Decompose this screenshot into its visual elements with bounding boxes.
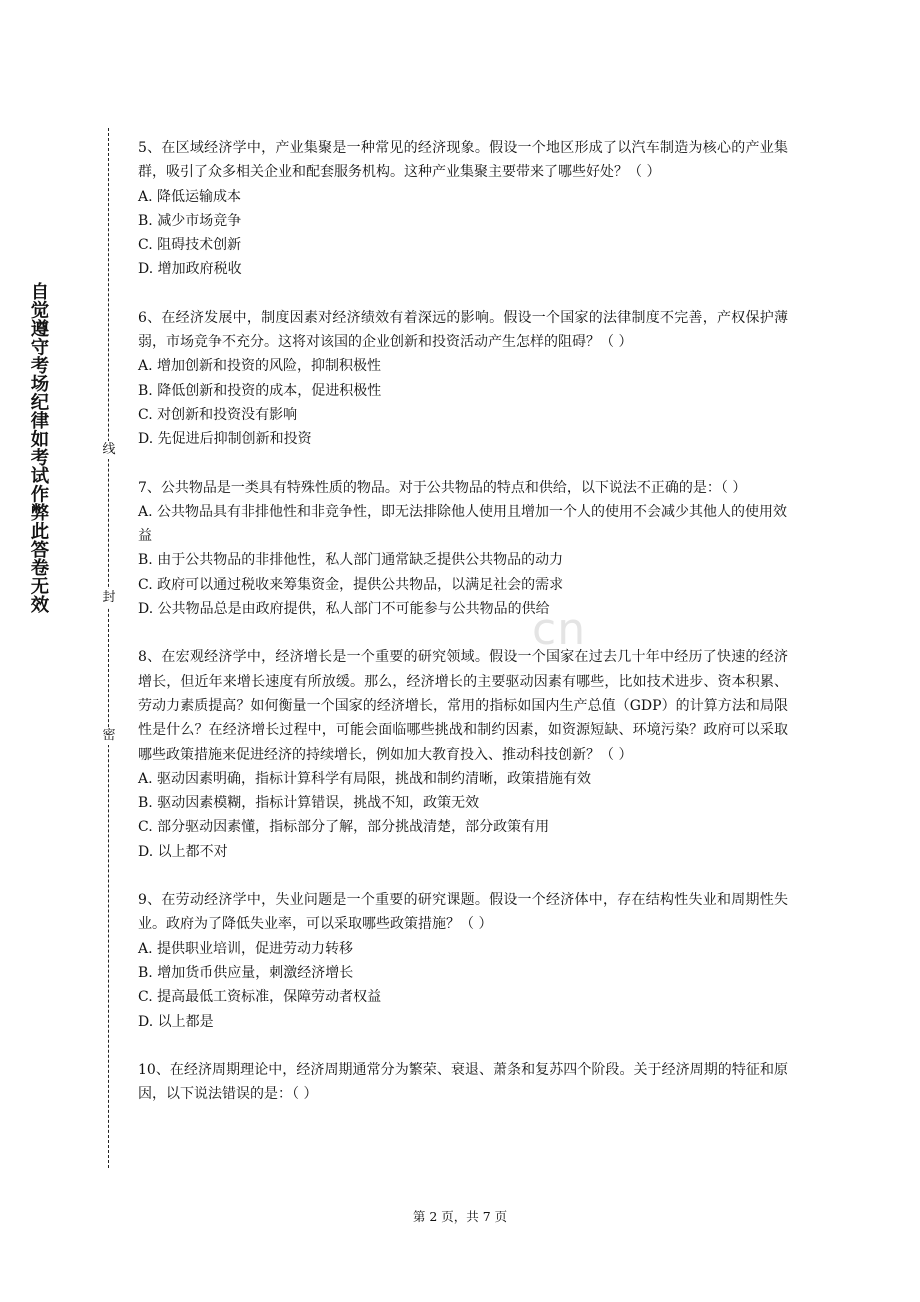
option-c: C. 对创新和投资没有影响 (138, 406, 298, 423)
binding-dashed-line (108, 128, 109, 1168)
question-10 (138, 1058, 788, 1107)
binding-label-xian: 线 (102, 442, 116, 457)
option-c: C. 部分驱动因素懂，指标部分了解，部分挑战清楚，部分政策有用 (138, 819, 550, 836)
option-a: A. 增加创新和投资的风险，抑制积极性 (138, 358, 382, 375)
question-stem: 8、在宏观经济学中，经济增长是一个重要的研究领域。假设一个国家在过去几十年中经历了快速的经济增长，但近年来增长速度有所放缓。那么，经济增长的主要驱动因素有哪些，比如技术进步、资本积累、劳动力素质提高？如何衡量一个国家的经济增长，常用的指标如国内生产总值（GDP）的计算方法和局限性是什么？在经济增长过程中，可能会面临哪些挑战和制约因素，如资源短缺、环境污染？政府可以采取哪些政策措施来促进经济的持续增长，例如加大教育投入、推动科技创新？（ ） (138, 649, 788, 763)
question-6 (138, 306, 788, 452)
option-d: D. 先促进后抑制创新和投资 (138, 431, 312, 448)
option-b: B. 减少市场竞争 (138, 212, 242, 229)
question-5 (138, 136, 788, 282)
question-stem: 9、在劳动经济学中，失业问题是一个重要的研究课题。假设一个经济体中，存在结构性失业和周期性失业。政府为了降低失业率，可以采取哪些政策措施？（ ） (138, 892, 788, 933)
binding-label-mi: 密 (102, 728, 116, 743)
option-c: C. 阻碍技术创新 (138, 237, 242, 254)
option-c: C. 政府可以通过税收来筹集资金，提供公共物品，以满足社会的需求 (138, 576, 564, 593)
option-b: B. 增加货币供应量，刺激经济增长 (138, 964, 354, 981)
question-9 (138, 888, 788, 1034)
option-b: B. 驱动因素模糊，指标计算错误，挑战不知，政策无效 (138, 795, 480, 812)
binding-label-feng: 封 (102, 590, 116, 605)
option-d: D. 公共物品总是由政府提供，私人部门不可能参与公共物品的供给 (138, 601, 550, 618)
option-c: C. 提高最低工资标准，保障劳动者权益 (138, 989, 382, 1006)
option-a: A. 驱动因素明确，指标计算科学有局限，挑战和制约清晰，政策措施有效 (138, 770, 592, 787)
watermark: cn (532, 604, 587, 655)
question-stem: 5、在区域经济学中，产业集聚是一种常见的经济现象。假设一个地区形成了以汽车制造为核心的产业集群，吸引了众多相关企业和配套服务机构。这种产业集聚主要带来了哪些好处？（ ） (138, 140, 788, 181)
page-number: 第 2 页，共 7 页 (412, 1209, 508, 1224)
option-a: A. 公共物品具有非排他性和非竞争性，即无法排除他人使用且增加一个人的使用不会减少其他人的使用效益 (138, 503, 788, 545)
question-list (138, 136, 788, 1130)
question-7 (138, 476, 788, 622)
option-b: B. 降低创新和投资的成本，促进积极性 (138, 382, 382, 399)
option-b: B. 由于公共物品的非排他性，私人部门通常缺乏提供公共物品的动力 (138, 552, 564, 569)
option-d: D. 以上都不对 (138, 843, 228, 860)
option-d: D. 增加政府税收 (138, 261, 242, 278)
question-stem: 7、公共物品是一类具有特殊性质的物品。对于公共物品的特点和供给，以下说法不正确的是：（ ） (138, 479, 747, 496)
question-stem: 6、在经济发展中，制度因素对经济绩效有着深远的影响。假设一个国家的法律制度不完善，产权保护薄弱，市场竞争不充分。这将对该国的企业创新和投资活动产生怎样的阻碍？（ ） (138, 309, 788, 351)
question-stem: 10、在经济周期理论中，经济周期通常分为繁荣、衰退、萧条和复苏四个阶段。关于经济周期的特征和原因，以下说法错误的是：（ ） (138, 1061, 788, 1103)
exam-discipline-notice: 自觉遵守考场纪律如考试作弊此答卷无效 (28, 282, 49, 614)
option-a: A. 提供职业培训，促进劳动力转移 (138, 940, 354, 957)
question-8 (138, 645, 788, 864)
option-a: A. 降低运输成本 (138, 188, 242, 205)
option-d: D. 以上都是 (138, 1013, 214, 1030)
